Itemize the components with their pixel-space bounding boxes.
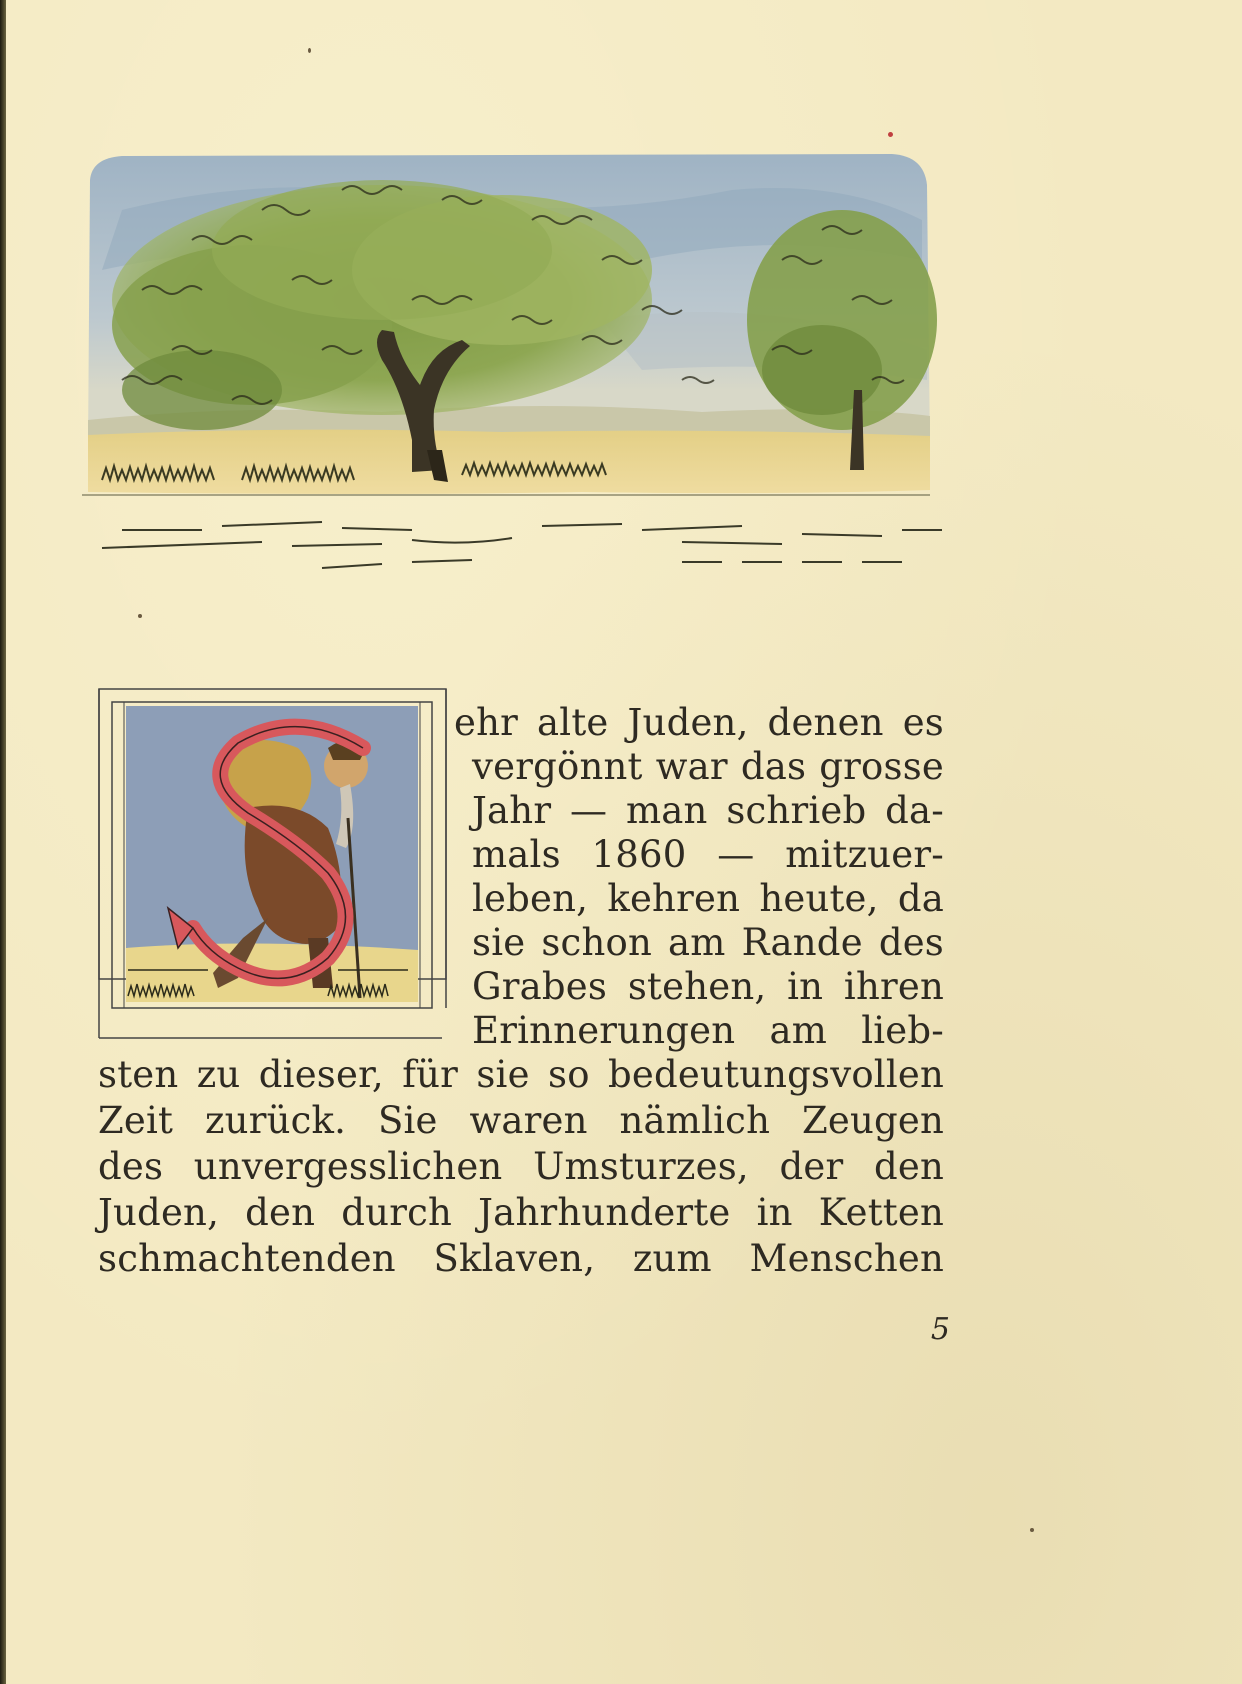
- paper-speck: [138, 614, 142, 618]
- page-number: 5: [930, 1312, 950, 1347]
- text-line: sten zu dieser, für sie so bedeutungsvollen: [98, 1053, 944, 1096]
- text-line: ehr alte Juden, denen es: [454, 701, 944, 744]
- book-spine-edge: [0, 0, 6, 1684]
- text-line: Zeit zurück. Sie waren nämlich Zeugen: [98, 1099, 944, 1142]
- text-line: schmachtenden Sklaven, zum Menschen: [98, 1237, 944, 1280]
- text-line: Erinnerungen am lieb-: [472, 1009, 944, 1052]
- paper-speck: [308, 48, 311, 53]
- text-line: Jahr — man schrieb da-: [472, 789, 944, 832]
- text-line: sie schon am Rande des: [472, 921, 944, 964]
- text-line: des unvergesslichen Umsturzes, der den: [98, 1145, 944, 1188]
- paper-speck: [1030, 1528, 1034, 1532]
- text-line: Grabes stehen, in ihren: [472, 965, 944, 1008]
- drop-cap-ornament: [98, 688, 448, 1040]
- text-line: Juden, den durch Jahrhunderte in Ketten: [98, 1191, 944, 1234]
- header-illustration-landscape-trees: [82, 150, 950, 600]
- text-line: leben, kehren heute, da: [472, 877, 944, 920]
- paper-speck: [888, 132, 893, 137]
- text-line: mals 1860 — mitzuer-: [472, 833, 944, 876]
- landscape-image: [82, 150, 950, 600]
- text-line: vergönnt war das grosse: [472, 745, 944, 788]
